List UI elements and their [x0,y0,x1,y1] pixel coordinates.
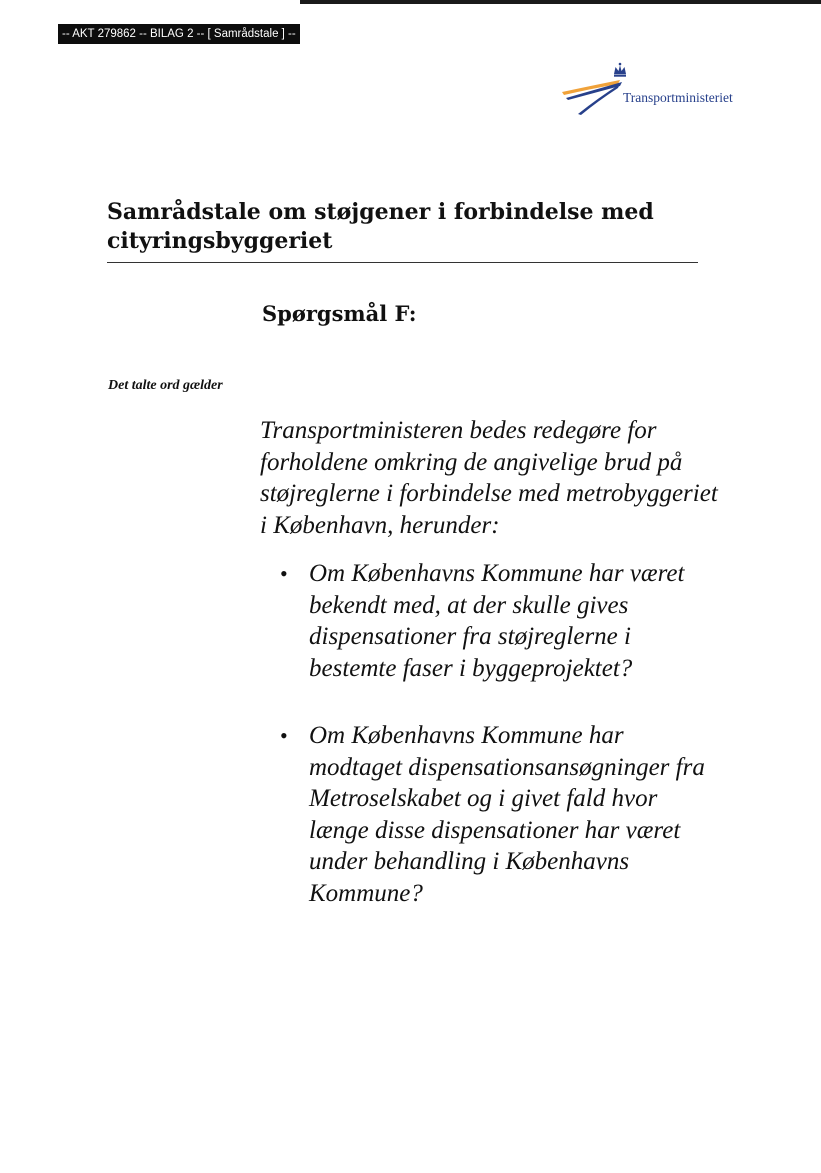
scan-top-edge [300,0,821,4]
list-item-text: Om Københavns Kommune har været bekendt med, at der skulle gives dispensationer fra støjreglerne i bestemte faser i byggeprojektet? [309,560,685,682]
ministry-logo [560,62,775,124]
bullet-icon: • [280,723,288,748]
logo-text: Transportministeriet [623,90,733,105]
question-heading: Spørgsmål F: [262,301,417,326]
crown-icon [614,63,626,77]
title-divider [107,262,698,263]
spoken-word-note: Det talte ord gælder [108,378,223,393]
question-intro: Transportministeren bedes redegøre for forholdene omkring de angivelige brud på støjreglerne i forbindelse med metrobyggeriet i København, herunder: [260,417,718,539]
document-title: Samrådstale om støjgener i forbindelse med cityringsbyggeriet [107,199,654,254]
list-item [280,558,710,684]
bullet-icon: • [280,561,288,586]
list-item [280,720,710,909]
case-stamp: -- AKT 279862 -- BILAG 2 -- [ Samrådstale ] -- [58,24,300,44]
list-item-text: Om Københavns Kommune har modtaget dispensationsansøgninger fra Metroselskabet og i givet fald hvor længe disse dispensationer har været under behandling i Københavns Kommune? [309,722,705,907]
question-list [280,558,710,909]
